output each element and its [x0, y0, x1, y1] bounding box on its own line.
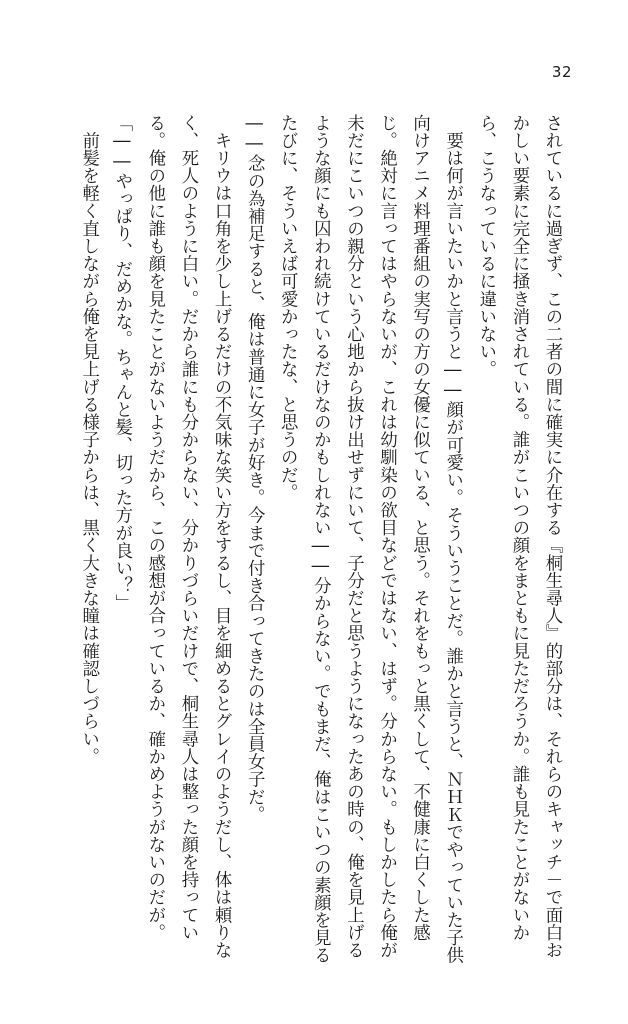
- paragraph: 前髪を軽く直しながら俺を見上げる様子からは、黒く大きな瞳は確認しづらい。: [78, 114, 99, 766]
- paragraph: キリウは口角を少し上げるだけの不気味な笑い方をするし、目を細めるとグレイのようだし、体は頼りなく、死人のように白い。だから誰にも分からない、分かりづらいだけで、桐生尋人は整った顔を持っている。俺の他に誰も顔を見たことがないようだから、この感想が合っているか、確かめようがないのだが。: [144, 114, 232, 959]
- paragraph: ――念の為補足すると、俺は普通に女子が好き。今まで付き合ってきたのは全員女子だ。: [244, 114, 265, 824]
- paragraph: されているに過ぎず、この二者の間に確実に介在する『桐生尋人』的部分は、それらのキャッチ－で面白おかしい要素に完全に掻き消されている。誰がこいつの顔をまともに見ただろうか。誰も見たことがないから、こうなっているに違いない。: [475, 114, 562, 959]
- vertical-text-body: [48, 114, 568, 964]
- paragraph: 「――やっぱり、だめかな。ちゃんと髪、切った方が良い？」: [111, 114, 132, 612]
- paragraph: 要は何が言いたいかと言うと――顔が可愛い。そういうことだ。誰かと言うと、ＮＨＫでやっていた子供向けアニメ料理番組の実写の方の女優に似ている、と思う。それをもっと黒くして、不健康に白くした感じ。絶対に言ってはやらないが、これは幼馴染の欲目などではない、はず。分からない。もしかしたら俺が未だにこいつの親分という心地から抜け出せずにいて、子分だと思うようになったあの時の、俺を見上げるような顔にも囚われ続けているだけなのかもしれない――分からない。でもまだ、俺はこいつの素顔を見るたびに、そういえば可愛かったな、と思うのだ。: [277, 114, 463, 964]
- page-number: 32: [551, 63, 572, 81]
